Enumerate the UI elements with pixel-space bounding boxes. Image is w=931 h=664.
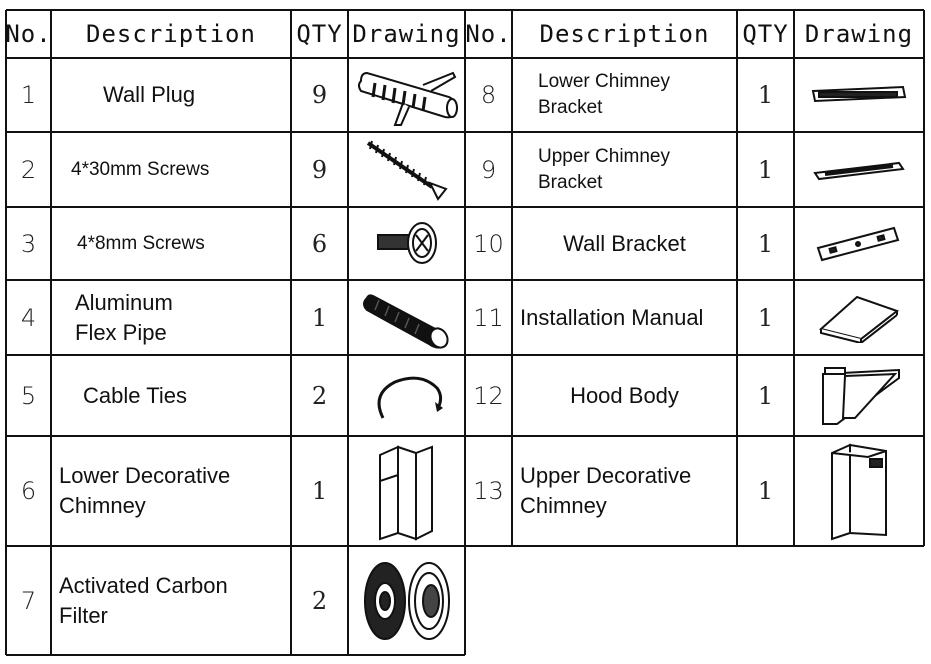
lower-bracket-icon (794, 58, 924, 132)
carbon-filter-icon (348, 546, 465, 655)
row-number: 3 (20, 229, 37, 258)
row-qty: 2 (311, 381, 328, 410)
row-qty: 1 (757, 303, 774, 332)
row-number: 10 (473, 229, 504, 258)
row-number: 11 (473, 303, 504, 332)
row-qty: 6 (311, 229, 328, 258)
row-qty: 1 (757, 381, 774, 410)
header-qty: QTY (742, 20, 789, 48)
row-description: Lower Decorative Chimney (59, 463, 231, 518)
row-description: Upper Chimney Bracket (538, 145, 670, 193)
row-number: 5 (20, 381, 37, 410)
cable-tie-icon (348, 355, 465, 436)
row-number: 8 (480, 81, 497, 109)
row-number: 1 (20, 81, 37, 109)
upper-bracket-icon (794, 132, 924, 207)
wall-plug-icon (348, 58, 465, 132)
row-description: Aluminum Flex Pipe (75, 289, 173, 345)
upper-chimney-icon (794, 436, 924, 546)
row-qty: 1 (757, 81, 774, 109)
row-qty: 9 (311, 81, 328, 109)
manual-icon (794, 280, 924, 355)
row-number: 13 (473, 477, 504, 505)
hood-body-icon (794, 355, 924, 436)
row-description: Cable Ties (83, 382, 187, 408)
row-number: 6 (20, 477, 37, 505)
row-qty: 1 (311, 477, 328, 505)
row-number: 2 (20, 155, 37, 184)
row-description: Upper Decorative Chimney (520, 463, 692, 518)
header-no: No. (465, 20, 512, 48)
row-number: 4 (20, 303, 37, 332)
row-description: Installation Manual (520, 304, 704, 330)
header-description: Description (86, 20, 256, 48)
row-qty: 9 (311, 155, 328, 184)
row-description: Wall Bracket (563, 230, 686, 256)
row-qty: 1 (311, 303, 328, 332)
header-qty: QTY (296, 20, 343, 48)
header-no: No. (5, 20, 52, 48)
flex-pipe-icon (348, 280, 465, 355)
row-description: 4*8mm Screws (77, 232, 205, 254)
row-number: 12 (473, 381, 504, 410)
row-qty: 1 (757, 155, 774, 184)
row-qty: 1 (757, 229, 774, 258)
row-qty: 1 (757, 477, 774, 505)
header-description: Description (539, 20, 710, 48)
lower-chimney-icon (348, 436, 465, 546)
long-screw-icon (348, 132, 465, 207)
header-drawing: Drawing (352, 20, 461, 48)
row-qty: 2 (311, 586, 328, 615)
row-description: 4*30mm Screws (71, 158, 210, 180)
row-description: Wall Plug (103, 82, 196, 107)
row-description: Lower Chimney Bracket (538, 71, 670, 118)
row-number: 7 (20, 586, 37, 615)
wall-bracket-icon (794, 207, 924, 280)
row-description: Hood Body (570, 382, 679, 408)
row-number: 9 (480, 155, 497, 184)
short-screw-icon (348, 207, 465, 280)
row-description: Activated Carbon Filter (59, 572, 228, 628)
header-drawing: Drawing (804, 20, 914, 48)
